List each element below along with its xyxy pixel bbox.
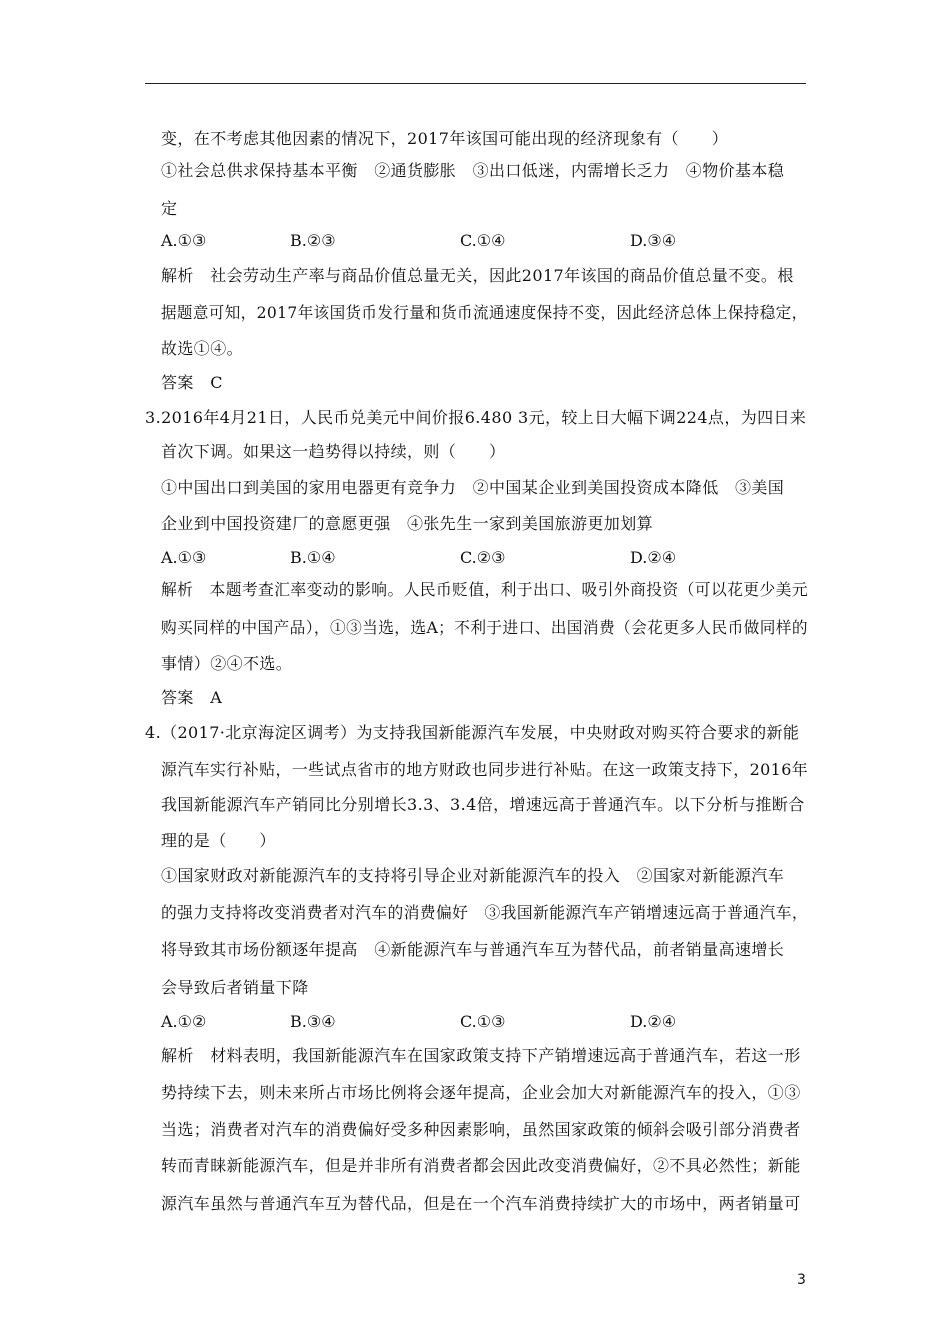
q2-analysis-text: 解析 社会劳动生产率与商品价值总量无关，因此2017年该国的商品价值总量不变。根 — [161, 266, 794, 285]
q4-items-text: 将导致其市场份额逐年提高 ④新能源汽车与普通汽车互为替代品，前者销量高速增长 — [161, 940, 785, 959]
option-c: C.①③ — [460, 1012, 506, 1031]
q2-items-text: ①社会总供求保持基本平衡 ②通货膨胀 ③出口低迷，内需增长乏力 ④物价基本稳 — [161, 161, 785, 180]
option-b: B.①④ — [290, 548, 336, 567]
option-b: B.③④ — [290, 1012, 336, 1031]
q4-stem-text: 理的是（ ） — [161, 831, 276, 850]
q4-items-text: 会导致后者销量下降 — [161, 978, 309, 997]
q4-stem-text: 我国新能源汽车产销同比分别增长3.3、3.4倍，增速远高于普通汽车。以下分析与推断合 — [161, 795, 805, 814]
q4-stem-text: 源汽车实行补贴，一些试点省市的地方财政也同步进行补贴。在这一政策支持下，2016年 — [161, 760, 809, 779]
option-d: D.③④ — [630, 231, 677, 250]
q3-items-text: 企业到中国投资建厂的意愿更强 ④张先生一家到美国旅游更加划算 — [161, 514, 654, 533]
q3-analysis-text: 购买同样的中国产品），①③当选，选A；不利于进口、出国消费（会花更多人民币做同样的 — [161, 618, 808, 637]
option-c: C.②③ — [460, 548, 506, 567]
q4-items-text: ①国家财政对新能源汽车的支持将引导企业对新能源汽车的投入 ②国家对新能源汽车 — [161, 866, 785, 885]
option-d: D.②④ — [630, 1012, 677, 1031]
q2-analysis-text: 据题意可知，2017年该国货币发行量和货币流通速度保持不变，因此经济总体上保持稳定， — [161, 303, 808, 322]
q4-analysis-text: 当选；消费者对汽车的消费偏好受多种因素影响，虽然国家政策的倾斜会吸引部分消费者 — [161, 1120, 801, 1139]
q2-answer: 答案 C — [161, 373, 223, 392]
q4-analysis-text: 源汽车虽然与普通汽车互为替代品，但是在一个汽车消费持续扩大的市场中，两者销量可 — [161, 1194, 801, 1213]
q4-analysis-text: 解析 材料表明，我国新能源汽车在国家政策支持下产销增速远高于普通汽车，若这一形 — [161, 1046, 801, 1065]
header-rule — [145, 83, 806, 84]
q2-stem-text: 变，在不考虑其他因素的情况下，2017年该国可能出现的经济现象有（ ） — [161, 129, 729, 148]
q4-analysis-text: 转而青睐新能源汽车，但是并非所有消费者都会因此改变消费偏好，②不具必然性；新能 — [161, 1156, 801, 1175]
option-a: A.①② — [161, 1012, 207, 1031]
q3-stem-text: 3.2016年4月21日，人民币兑美元中间价报6.480 3元，较上日大幅下调224点，为四日来 — [145, 408, 807, 427]
q3-analysis-text: 解析 本题考查汇率变动的影响。人民币贬值，利于出口、吸引外商投资（可以花更少美元 — [161, 580, 809, 599]
q4-analysis-text: 势持续下去，则未来所占市场比例将会逐年提高，企业会加大对新能源汽车的投入，①③ — [161, 1083, 801, 1102]
option-d: D.②④ — [630, 548, 677, 567]
q2-analysis-text: 故选①④。 — [161, 339, 244, 358]
option-b: B.②③ — [290, 231, 336, 250]
q4-stem-text: 4.（2017·北京海淀区调考）为支持我国新能源汽车发展，中央财政对购买符合要求的新能 — [145, 723, 800, 742]
option-a: A.①③ — [161, 231, 207, 250]
page-number: 3 — [797, 1272, 806, 1288]
q3-answer: 答案 A — [161, 688, 223, 707]
q3-stem-text: 首次下调。如果这一趋势得以持续，则（ ） — [161, 442, 506, 461]
q2-items-text: 定 — [161, 199, 178, 218]
option-c: C.①④ — [460, 231, 506, 250]
option-a: A.①③ — [161, 548, 207, 567]
q4-items-text: 的强力支持将改变消费者对汽车的消费偏好 ③我国新能源汽车产销增速远高于普通汽车， — [161, 903, 809, 922]
q3-items-text: ①中国出口到美国的家用电器更有竞争力 ②中国某企业到美国投资成本降低 ③美国 — [161, 478, 785, 497]
q3-analysis-text: 事情）②④不选。 — [161, 654, 293, 673]
